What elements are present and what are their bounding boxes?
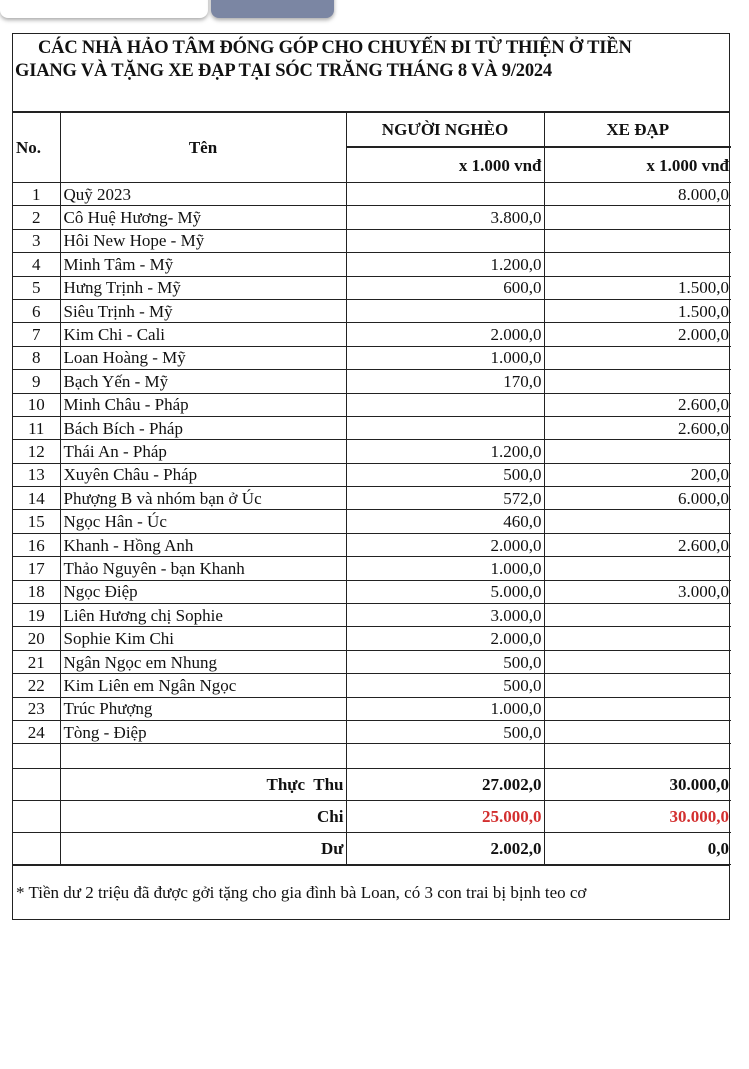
donor-poor-amount: 500,0 xyxy=(346,463,544,486)
donor-name: Bạch Yến - Mỹ xyxy=(60,370,346,393)
donor-poor-amount: 170,0 xyxy=(346,370,544,393)
donor-name: Sophie Kim Chi xyxy=(60,627,346,650)
donor-poor-amount: 2.000,0 xyxy=(346,627,544,650)
donor-bike-amount: 2.600,0 xyxy=(544,416,731,439)
donor-row xyxy=(13,229,731,252)
income-bike: 30.000,0 xyxy=(544,769,731,801)
donor-no: 13 xyxy=(13,463,60,486)
blank-cell xyxy=(13,744,60,769)
donor-name: Cô Huệ Hương- Mỹ xyxy=(60,206,346,229)
donor-name: Quỹ 2023 xyxy=(60,183,346,206)
total-expense-row xyxy=(13,801,731,833)
donor-bike-amount xyxy=(544,627,731,650)
header-poor-unit: x 1.000 vnđ xyxy=(346,147,544,183)
donor-name: Phượng B và nhóm bạn ở Úc xyxy=(60,487,346,510)
donor-no: 6 xyxy=(13,299,60,322)
blank-cell xyxy=(544,744,731,769)
top-left-button[interactable] xyxy=(0,0,208,18)
donor-poor-amount xyxy=(346,183,544,206)
donor-row xyxy=(13,183,731,206)
donor-no: 7 xyxy=(13,323,60,346)
donor-poor-amount: 1.000,0 xyxy=(346,557,544,580)
balance-poor: 2.002,0 xyxy=(346,833,544,865)
balance-label: Dư xyxy=(60,833,346,865)
header-row xyxy=(13,113,731,147)
donor-no: 23 xyxy=(13,697,60,720)
donor-poor-amount xyxy=(346,416,544,439)
donor-row xyxy=(13,533,731,556)
donor-row xyxy=(13,370,731,393)
donor-row xyxy=(13,604,731,627)
donor-bike-amount xyxy=(544,370,731,393)
donor-poor-amount: 2.000,0 xyxy=(346,533,544,556)
donor-row xyxy=(13,580,731,603)
donor-row xyxy=(13,674,731,697)
header-name: Tên xyxy=(60,113,346,183)
donor-poor-amount: 2.000,0 xyxy=(346,323,544,346)
donor-row xyxy=(13,393,731,416)
donor-name: Liên Hương chị Sophie xyxy=(60,604,346,627)
donor-name: Kim Liên em Ngân Ngọc xyxy=(60,674,346,697)
donor-poor-amount: 572,0 xyxy=(346,487,544,510)
donor-name: Hôi New Hope - Mỹ xyxy=(60,229,346,252)
donor-poor-amount: 600,0 xyxy=(346,276,544,299)
balance-bike: 0,0 xyxy=(544,833,731,865)
donor-name: Ngọc Hân - Úc xyxy=(60,510,346,533)
header-poor: NGƯỜI NGHÈO xyxy=(346,113,544,147)
donor-name: Trúc Phượng xyxy=(60,697,346,720)
donation-table xyxy=(13,113,731,865)
donor-no: 14 xyxy=(13,487,60,510)
donor-row xyxy=(13,463,731,486)
donor-poor-amount: 1.000,0 xyxy=(346,346,544,369)
donor-poor-amount: 460,0 xyxy=(346,510,544,533)
donor-no: 15 xyxy=(13,510,60,533)
donor-name: Bách Bích - Pháp xyxy=(60,416,346,439)
income-poor: 27.002,0 xyxy=(346,769,544,801)
donor-bike-amount: 2.600,0 xyxy=(544,533,731,556)
donor-poor-amount: 1.200,0 xyxy=(346,440,544,463)
donor-name: Kim Chi - Cali xyxy=(60,323,346,346)
donor-no: 4 xyxy=(13,253,60,276)
donor-bike-amount: 3.000,0 xyxy=(544,580,731,603)
donor-bike-amount: 6.000,0 xyxy=(544,487,731,510)
donor-bike-amount: 1.500,0 xyxy=(544,276,731,299)
donor-no: 16 xyxy=(13,533,60,556)
title-line-2: GIANG VÀ TẶNG XE ĐẠP TẠI SÓC TRĂNG THÁNG 8 VÀ 9/2024 xyxy=(15,61,552,81)
blank-row xyxy=(13,744,731,769)
donor-poor-amount: 5.000,0 xyxy=(346,580,544,603)
donor-no: 10 xyxy=(13,393,60,416)
header-no: No. xyxy=(13,113,60,183)
donor-bike-amount xyxy=(544,650,731,673)
donor-name: Khanh - Hồng Anh xyxy=(60,533,346,556)
donor-no: 24 xyxy=(13,720,60,743)
donor-row xyxy=(13,253,731,276)
donor-row xyxy=(13,510,731,533)
donor-bike-amount: 2.600,0 xyxy=(544,393,731,416)
header-bike-unit: x 1.000 vnđ xyxy=(544,147,731,183)
total-income-row xyxy=(13,769,731,801)
donor-row xyxy=(13,557,731,580)
donor-no: 3 xyxy=(13,229,60,252)
donor-bike-amount: 8.000,0 xyxy=(544,183,731,206)
header-bike: XE ĐẠP xyxy=(544,113,731,147)
donor-row xyxy=(13,650,731,673)
donor-name: Ngân Ngọc em Nhung xyxy=(60,650,346,673)
donor-name: Hưng Trịnh - Mỹ xyxy=(60,276,346,299)
donor-poor-amount: 1.200,0 xyxy=(346,253,544,276)
donor-bike-amount xyxy=(544,253,731,276)
donor-bike-amount xyxy=(544,440,731,463)
donor-no: 2 xyxy=(13,206,60,229)
donor-poor-amount: 500,0 xyxy=(346,650,544,673)
blank-cell xyxy=(60,744,346,769)
donor-bike-amount xyxy=(544,720,731,743)
donor-name: Minh Tâm - Mỹ xyxy=(60,253,346,276)
donor-poor-amount xyxy=(346,393,544,416)
donor-bike-amount xyxy=(544,674,731,697)
donor-poor-amount: 500,0 xyxy=(346,720,544,743)
donor-name: Loan Hoàng - Mỹ xyxy=(60,346,346,369)
donor-row xyxy=(13,276,731,299)
donor-name: Xuyên Châu - Pháp xyxy=(60,463,346,486)
expense-bike: 30.000,0 xyxy=(544,801,731,833)
donor-bike-amount: 1.500,0 xyxy=(544,299,731,322)
donor-bike-amount xyxy=(544,346,731,369)
donor-row xyxy=(13,416,731,439)
donor-no: 19 xyxy=(13,604,60,627)
empty-cell xyxy=(13,833,60,865)
total-balance-row xyxy=(13,833,731,865)
donor-name: Thảo Nguyên - bạn Khanh xyxy=(60,557,346,580)
expense-poor: 25.000,0 xyxy=(346,801,544,833)
donation-sheet xyxy=(12,33,730,920)
donor-no: 20 xyxy=(13,627,60,650)
donor-no: 8 xyxy=(13,346,60,369)
donor-bike-amount xyxy=(544,604,731,627)
donor-row xyxy=(13,627,731,650)
donor-row xyxy=(13,720,731,743)
donor-name: Ngọc Điệp xyxy=(60,580,346,603)
top-right-button[interactable] xyxy=(211,0,334,18)
donor-no: 11 xyxy=(13,416,60,439)
donor-row xyxy=(13,440,731,463)
donor-poor-amount: 3.000,0 xyxy=(346,604,544,627)
donor-poor-amount xyxy=(346,299,544,322)
donor-name: Tòng - Điệp xyxy=(60,720,346,743)
donor-bike-amount xyxy=(544,206,731,229)
donor-no: 9 xyxy=(13,370,60,393)
sheet-title xyxy=(13,34,729,113)
donor-bike-amount xyxy=(544,229,731,252)
donor-no: 17 xyxy=(13,557,60,580)
blank-cell xyxy=(346,744,544,769)
donor-bike-amount xyxy=(544,557,731,580)
donor-row xyxy=(13,697,731,720)
donor-bike-amount: 2.000,0 xyxy=(544,323,731,346)
donor-bike-amount xyxy=(544,697,731,720)
empty-cell xyxy=(13,801,60,833)
donor-poor-amount: 1.000,0 xyxy=(346,697,544,720)
donor-name: Siêu Trịnh - Mỹ xyxy=(60,299,346,322)
donor-row xyxy=(13,346,731,369)
donor-no: 12 xyxy=(13,440,60,463)
expense-label: Chi xyxy=(60,801,346,833)
title-line-1: CÁC NHÀ HẢO TÂM ĐÓNG GÓP CHO CHUYẾN ĐI TỪ THIỆN Ở TIỀN xyxy=(38,38,632,58)
donor-bike-amount: 200,0 xyxy=(544,463,731,486)
donor-row xyxy=(13,487,731,510)
donor-poor-amount: 500,0 xyxy=(346,674,544,697)
donor-poor-amount: 3.800,0 xyxy=(346,206,544,229)
donor-row xyxy=(13,323,731,346)
donor-poor-amount xyxy=(346,229,544,252)
donor-no: 1 xyxy=(13,183,60,206)
donor-no: 21 xyxy=(13,650,60,673)
donor-name: Thái An - Pháp xyxy=(60,440,346,463)
donor-bike-amount xyxy=(544,510,731,533)
donor-name: Minh Châu - Pháp xyxy=(60,393,346,416)
empty-cell xyxy=(13,769,60,801)
footnote: * Tiền dư 2 triệu đã được gởi tặng cho gia đình bà Loan, có 3 con trai bị bịnh teo cơ xyxy=(13,865,729,919)
donor-no: 18 xyxy=(13,580,60,603)
donor-row xyxy=(13,299,731,322)
donor-no: 5 xyxy=(13,276,60,299)
income-label: Thực Thu xyxy=(60,769,346,801)
donor-row xyxy=(13,206,731,229)
donor-no: 22 xyxy=(13,674,60,697)
